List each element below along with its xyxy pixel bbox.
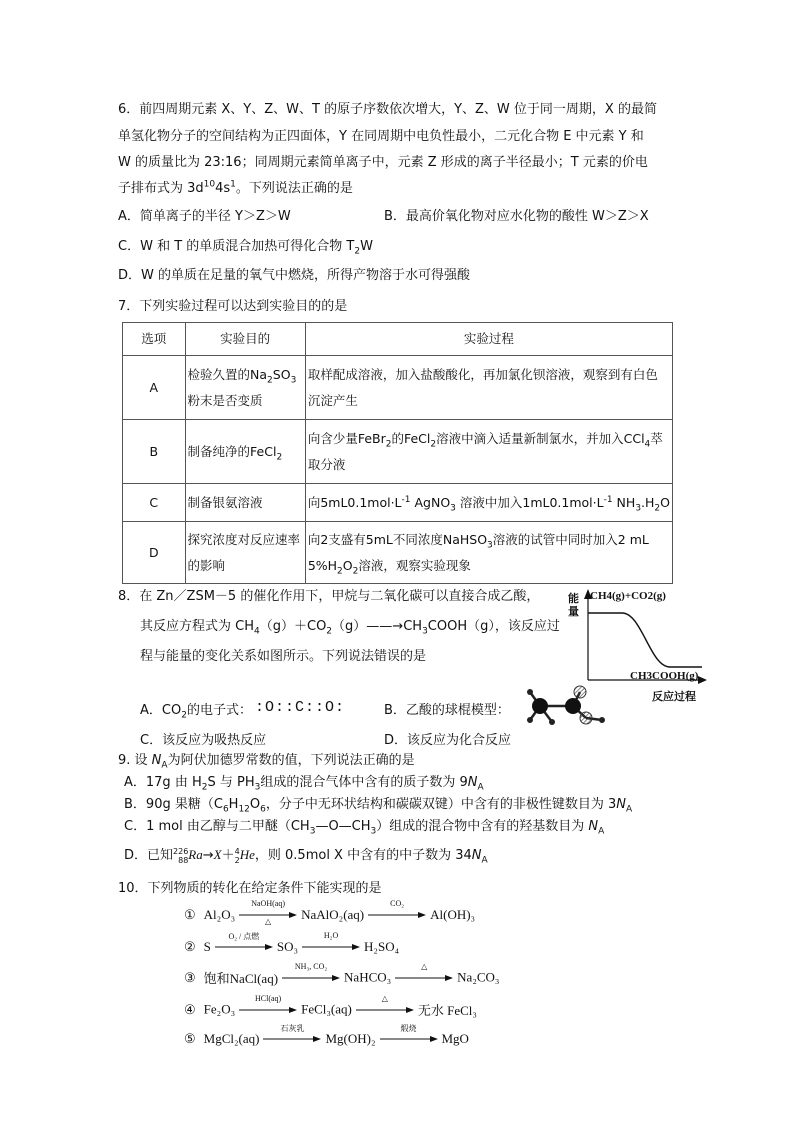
table-header-option: 选项 <box>123 323 186 356</box>
row-process <box>305 484 672 522</box>
c-atom <box>532 698 548 714</box>
process-sup: -1 <box>603 494 613 505</box>
energy-ylabel: 能量 <box>568 592 579 618</box>
substance: H₂SO₄ <box>364 939 400 955</box>
q6-line2: 单氢化物分子的空间结构为正四面体，Y 在同周期中电负性最小，二元化合物 E 中元素 Y 和 <box>118 129 644 144</box>
q6-option-c-pre: C．W 和 T 的单质混合加热可得化合物 T <box>118 239 355 254</box>
q9-text: ，分子中无环状结构和碳碳双键）中含有的非极性键数目为 3 <box>265 797 617 812</box>
q8-option-a-text: A．CO <box>140 703 182 718</box>
he-number: 2 <box>234 855 240 865</box>
table-row <box>123 522 673 584</box>
reaction-arrow <box>239 899 297 927</box>
q9-sub: 12 <box>238 804 250 815</box>
purpose-text: 检验久置的Na <box>187 366 268 382</box>
process-text: AgNO <box>410 494 451 510</box>
process-text: .H <box>641 494 655 510</box>
substance: S <box>203 939 211 955</box>
row-number: ⑤ <box>184 1031 196 1047</box>
purpose-text: 制备纯净的FeCl <box>187 443 277 459</box>
row-purpose: 探究浓度对反应速率的影响 <box>185 522 305 584</box>
row-option: D <box>123 522 186 584</box>
q8-text: CH <box>403 619 423 634</box>
energy-curve <box>588 613 702 667</box>
h-atom <box>549 719 555 725</box>
row-option: C <box>123 484 186 522</box>
reaction-arrow <box>302 931 360 955</box>
q8-line1: 8．在 Zn／ZSM－5 的催化作用下，甲烷与二氧化碳可以直接合成乙酸， <box>118 589 540 604</box>
q6-line4-a: 子排布式为 3d <box>118 181 204 196</box>
process-sub: 3 <box>450 503 456 513</box>
arrow-condition-top: O₂ / 点燃 <box>228 932 260 942</box>
process-text: 溶液，观察实验现象 <box>358 557 471 573</box>
arrow-condition-top: 煅烧 <box>400 1024 417 1034</box>
reaction-arrow <box>215 932 273 955</box>
process-text: 萃取分液 <box>307 430 663 472</box>
q9-text: C．1 mol 由乙醇与二甲醚（CH <box>124 819 310 834</box>
substance: NaAlO₂(aq) <box>301 907 365 923</box>
energy-xlabel: 反应过程 <box>652 690 696 703</box>
reaction-arrow <box>368 899 426 923</box>
process-sub: 2 <box>337 566 343 576</box>
row-purpose <box>185 420 305 484</box>
acetic-acid-ball-stick-model <box>518 682 618 730</box>
conversion-row <box>184 931 400 960</box>
substance: Al₂O₃ <box>203 907 236 923</box>
arrow-line <box>380 1035 438 1043</box>
process-text: NH <box>612 494 636 510</box>
row-purpose: 制备银氨溶液 <box>185 484 305 522</box>
arrow-condition-top: △ <box>421 961 428 971</box>
row-number: ④ <box>184 1001 196 1017</box>
table-header-process: 实验过程 <box>305 323 672 356</box>
process-text: 向5mL0.1mol·L <box>307 494 402 510</box>
process-text: 向含少量FeBr <box>307 430 386 446</box>
q9-sub: 3 <box>370 826 377 837</box>
reaction-arrow: ——→ <box>366 619 404 634</box>
h-atom <box>599 717 605 723</box>
reaction-arrow <box>263 1024 321 1047</box>
energy-axis-x-arrowhead <box>698 676 707 684</box>
reaction-arrow <box>239 993 297 1018</box>
q6-line4-c: 。下列说法正确的是 <box>235 181 353 196</box>
q9-stem <box>118 752 415 770</box>
process-text: 溶液的试管中同时加入2 mL 5%H <box>307 531 649 573</box>
substance: Mg(OH)₂ <box>325 1031 376 1047</box>
process-sub: 4 <box>644 439 651 449</box>
q9-text: ）组成的混合物中含有的羟基数目为 <box>376 819 589 834</box>
q9-text: H <box>228 797 239 812</box>
o-atom <box>580 712 592 724</box>
reaction-arrow <box>282 961 340 986</box>
q9-text: —O—CH <box>315 819 371 834</box>
nuclear-arrow: → <box>202 848 214 863</box>
table-row <box>123 484 673 522</box>
q9-text: S 与 PH <box>207 775 255 790</box>
q8-sub: 4 <box>254 626 260 637</box>
h-atom <box>527 689 533 695</box>
conversion-row <box>184 1024 469 1052</box>
arrow-condition-top: HCl(aq) <box>255 993 282 1003</box>
q6-line3: W 的质量比为 23:16；同周期元素简单离子中，元素 Z 形成的离子半径最小；T 元素的价电 <box>118 155 648 170</box>
table-row <box>123 356 673 420</box>
substance: SO₃ <box>276 939 299 955</box>
q8-option-c: C．该反应为吸热反应 <box>140 733 267 748</box>
arrow-condition-top: H₂O <box>323 931 339 941</box>
process-sub: 2 <box>654 503 661 513</box>
q8-sub: 3 <box>422 626 428 637</box>
arrow-line <box>302 943 360 951</box>
q6-option-a: A．简单离子的半径 Y＞Z＞W <box>118 209 291 224</box>
arrow-condition-top: 石灰乳 <box>280 1024 305 1034</box>
q8-text: （g）＋CO <box>259 619 327 634</box>
co2-lewis-structure: :O::C::O: <box>255 699 346 716</box>
reaction-arrow <box>395 961 453 986</box>
q9-sub: A <box>598 826 605 837</box>
q9-na: N <box>588 819 599 834</box>
q6-option-c-post: W <box>360 239 373 254</box>
row-process <box>305 522 672 584</box>
ra-symbol: Ra <box>188 847 203 862</box>
q9-text: ，则 0.5mol X 中含有的中子数为 34 <box>254 848 472 863</box>
q9-text: 为阿伏加德罗常数的值，下列说法正确的是 <box>167 753 415 768</box>
table-header-purpose: 实验目的 <box>185 323 305 356</box>
row-number: ② <box>184 939 196 955</box>
arrow-line <box>395 974 453 982</box>
energy-bottom-label: CH3COOH(g) <box>630 670 699 682</box>
row-option: A <box>123 356 186 420</box>
he-symbol: He <box>239 847 255 862</box>
energy-top-label: CH4(g)+CO2(g) <box>590 590 666 602</box>
q8-text: 其反应方程式为 CH <box>140 619 254 634</box>
q6-line4-b: 4s <box>215 181 231 196</box>
he-mass: 4 <box>234 846 240 856</box>
q8-option-a-text: 的电子式： <box>186 703 252 718</box>
q6-option-d: D．W 的单质在足量的氧气中燃烧，所得产物溶于水可得强酸 <box>118 268 470 283</box>
substance: Al(OH)₃ <box>430 907 476 923</box>
table-row <box>123 420 673 484</box>
q9-sub: 3 <box>309 826 316 837</box>
q9-text: 组成的混合气体中含有的质子数为 9 <box>260 775 468 790</box>
q6-option-c <box>118 238 373 256</box>
row-process <box>305 420 672 484</box>
q8-option-a <box>140 702 252 720</box>
row-purpose <box>185 356 305 420</box>
q9-option-d <box>124 846 488 865</box>
purpose-sub: 2 <box>276 452 283 462</box>
q9-na: N <box>616 797 627 812</box>
process-text: O <box>342 557 353 573</box>
arrow-line <box>356 1006 414 1014</box>
q8-option-a-sub: 2 <box>181 710 187 721</box>
process-sub: 3 <box>635 503 642 513</box>
q9-text: D．已知 <box>124 848 174 863</box>
process-text: 向2支盛有5mL不同浓度NaHSO <box>307 531 488 547</box>
row-number: ① <box>184 907 196 923</box>
substance: Fe₂O₃ <box>203 1001 236 1017</box>
q9-sub: 3 <box>254 782 261 793</box>
plus: ＋ <box>221 848 235 863</box>
purpose-text: SO <box>272 366 291 382</box>
conversion-row <box>184 899 476 928</box>
q7-table <box>122 322 673 584</box>
arrow-condition-top: NH₃, CO₂ <box>294 961 328 971</box>
q9-sub: 2 <box>201 782 208 793</box>
q6-option-c-sub: 2 <box>354 246 361 257</box>
q9-na: N <box>471 848 482 863</box>
q9-option-b <box>124 796 632 814</box>
arrow-line <box>239 1006 297 1014</box>
row-option: B <box>123 420 186 484</box>
q7-stem: 7．下列实验过程可以达到实验目的的是 <box>118 299 348 314</box>
arrow-condition-top: CO₂ <box>390 899 405 909</box>
h-atom <box>527 717 533 723</box>
nuclide-ra-numbers <box>173 847 188 865</box>
substance: 饱和NaCl(aq) <box>203 971 279 986</box>
q6-sup2: 1 <box>230 179 236 190</box>
reaction-arrow <box>356 993 414 1018</box>
substance: 无水 FeCl₃ <box>417 1003 477 1018</box>
ra-mass: 226 <box>173 846 189 856</box>
q9-na: N <box>467 775 478 790</box>
q9-option-a <box>124 774 484 792</box>
process-text: 的FeCl <box>391 430 431 446</box>
q8-line2 <box>140 618 560 636</box>
purpose-sub: 2 <box>267 375 273 385</box>
q8-line3: 程与能量的变化关系如图所示。下列说法错误的是 <box>140 649 427 664</box>
arrow-condition-top: NaOH(aq) <box>251 899 285 909</box>
process-sub: 3 <box>487 540 493 550</box>
row-process: 取样配成溶液，加入盐酸酸化，再加氯化钡溶液，观察到有白色沉淀产生 <box>305 356 672 420</box>
q9-sub: 6 <box>222 804 229 815</box>
process-sup: -1 <box>401 494 411 505</box>
conversion-row <box>184 961 500 990</box>
q9-sub: A <box>161 760 168 771</box>
q6-line1: 6．前四周期元素 X、Y、Z、W、T 的原子序数依次增大，Y、Z、W 位于同一周期，X 的最简 <box>118 102 657 117</box>
q6-sup1: 10 <box>203 179 216 190</box>
reaction-arrow <box>380 1024 438 1047</box>
q9-text: A．17g 由 H <box>124 775 202 790</box>
q8-option-b: B．乙酸的球棍模型： <box>384 703 510 718</box>
q10-stem: 10．下列物质的转化在给定条件下能实现的是 <box>118 881 382 896</box>
purpose-sub: 3 <box>290 375 297 385</box>
q8-text: COOH（g），该反应过 <box>427 619 560 634</box>
process-sub: 2 <box>385 439 392 449</box>
q9-sub: 6 <box>260 804 266 815</box>
substance: FeCl₃(aq) <box>301 1001 352 1017</box>
arrow-line <box>263 1035 321 1043</box>
q9-text: O <box>249 797 261 812</box>
arrow-line <box>215 943 273 951</box>
q9-sub: A <box>481 855 488 866</box>
arrow-condition-bottom: △ <box>265 917 272 927</box>
process-text: O <box>660 494 670 510</box>
q9-sub: A <box>477 782 484 793</box>
purpose-text: 粉末是否变质 <box>187 392 263 408</box>
q8-option-d: D．该反应为化合反应 <box>384 733 512 748</box>
table-header-row <box>123 323 673 356</box>
q8-sub: 2 <box>326 626 333 637</box>
q9-text: 9. 设 <box>118 753 152 768</box>
c-atom <box>565 698 581 714</box>
q9-option-c <box>124 818 604 836</box>
o-atom <box>574 686 586 698</box>
process-text: 溶液中加入1mL0.1mol·L <box>455 494 604 510</box>
x-symbol: X <box>213 847 222 862</box>
arrow-condition-top: △ <box>381 993 388 1003</box>
substance: NaHCO₃ <box>344 969 392 985</box>
ra-number: 88 <box>178 855 189 865</box>
substance: Na₂CO₃ <box>457 969 500 985</box>
arrow-line <box>368 911 426 919</box>
arrow-line <box>282 974 340 982</box>
process-text: 溶液中滴入适量新制氯水，并加入CCl <box>436 430 645 446</box>
q9-sub: A <box>626 804 633 815</box>
q6-line4 <box>118 180 353 198</box>
q9-text: B．90g 果糖（C <box>124 797 223 812</box>
substance: MgCl₂(aq) <box>203 1031 260 1047</box>
row-number: ③ <box>184 969 196 985</box>
q8-text: （g） <box>332 619 367 634</box>
q6-option-b: B．最高价氧化物对应水化物的酸性 W＞Z＞X <box>384 209 649 224</box>
process-sub: 2 <box>352 566 359 576</box>
q9-na: N <box>151 753 162 768</box>
process-sub: 2 <box>430 439 437 449</box>
substance: MgO <box>441 1031 469 1047</box>
conversion-row <box>184 993 477 1022</box>
